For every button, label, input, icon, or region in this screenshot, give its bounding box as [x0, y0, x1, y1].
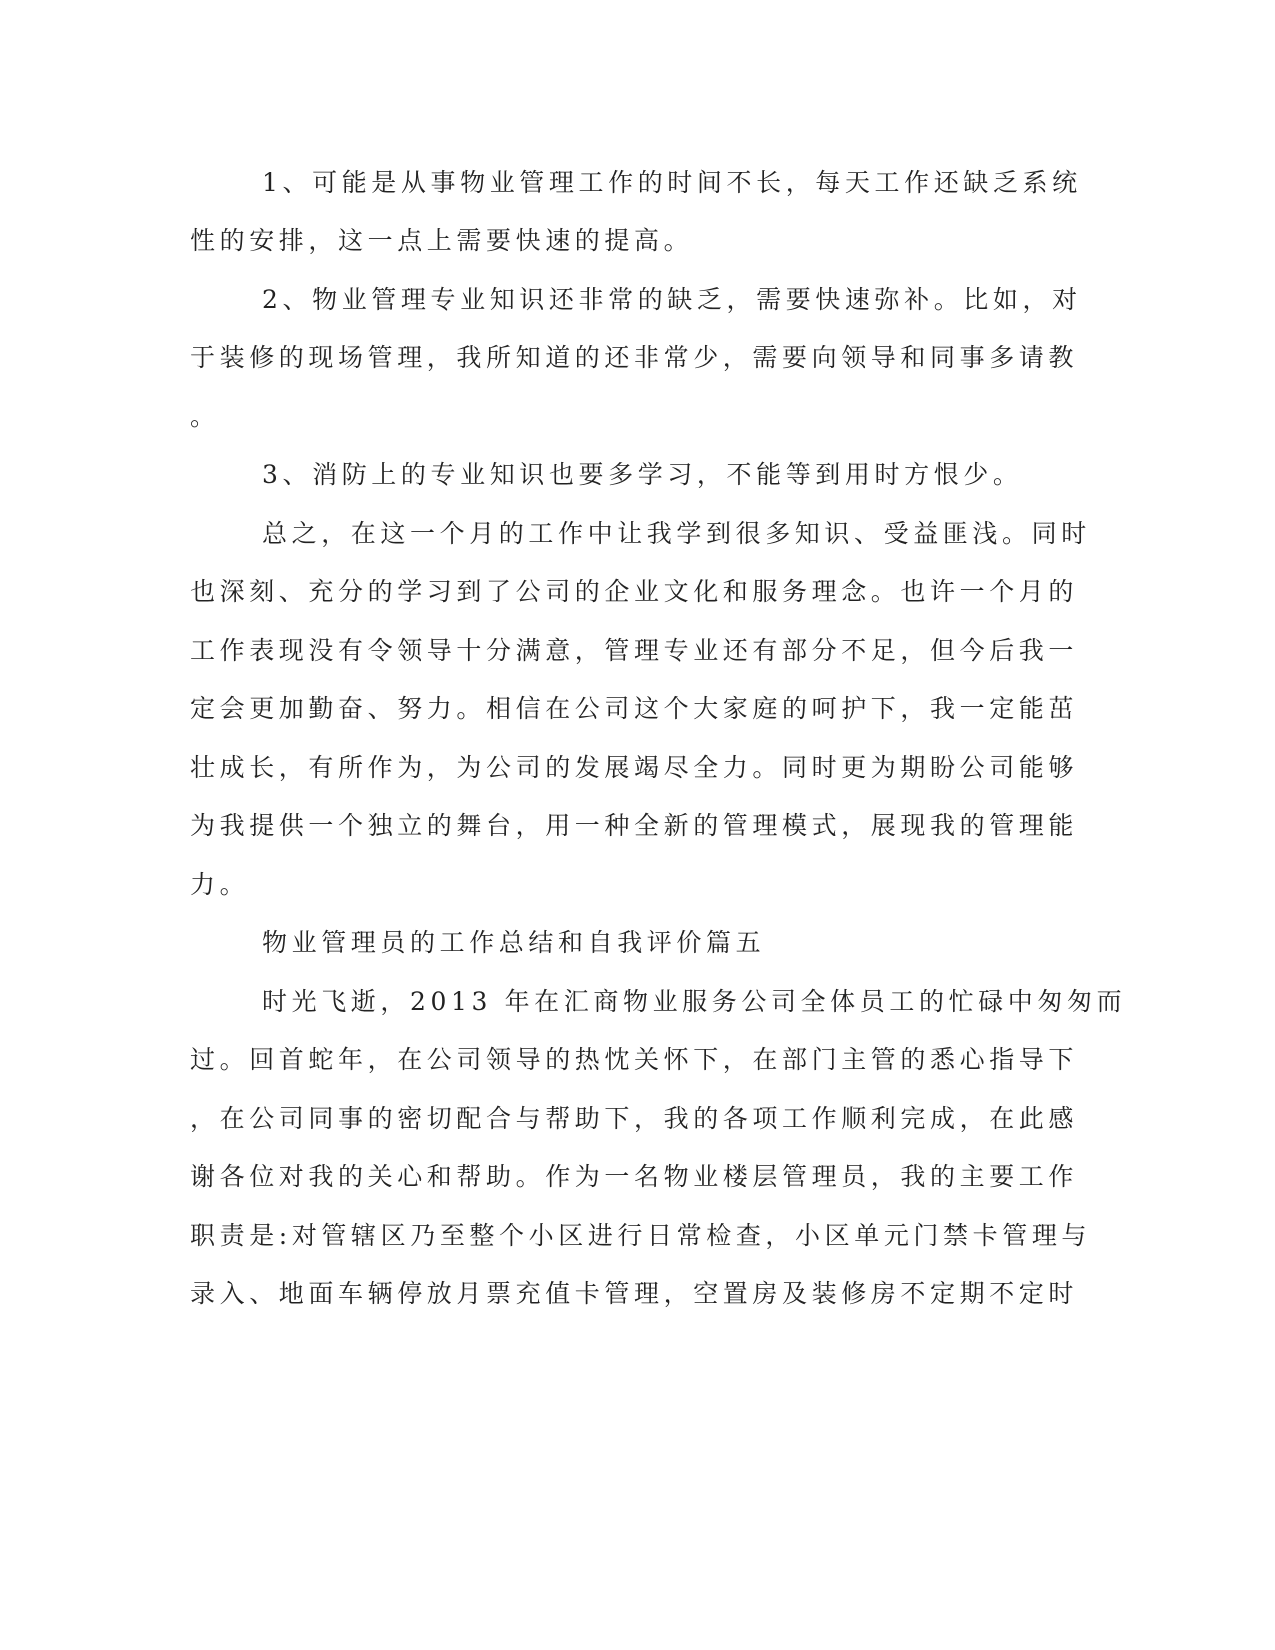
paragraph-line: 过。回首蛇年，在公司领导的热忱关怀下，在部门主管的悉心指导下 [190, 1045, 1079, 1074]
paragraph-line: 职责是:对管辖区乃至整个小区进行日常检查，小区单元门禁卡管理与 [190, 1221, 1092, 1250]
paragraph-line: 3、消防上的专业知识也要多学习，不能等到用时方恨少。 [262, 460, 1023, 489]
paragraph-line: ，在公司同事的密切配合与帮助下，我的各项工作顺利完成，在此感 [190, 1104, 1079, 1133]
paragraph-line: 为我提供一个独立的舞台，用一种全新的管理模式，展现我的管理能 [190, 811, 1079, 840]
paragraph-line: 也深刻、充分的学习到了公司的企业文化和服务理念。也许一个月的 [190, 577, 1079, 606]
section-heading: 物业管理员的工作总结和自我评价篇五 [262, 928, 766, 957]
paragraph-line: 力。 [190, 870, 250, 899]
paragraph-line: 2、物业管理专业知识还非常的缺乏，需要快速弥补。比如，对 [262, 285, 1082, 314]
paragraph-line: 。 [190, 402, 220, 431]
paragraph-line: 时光飞逝，2013 年在汇商物业服务公司全体员工的忙碌中匆匆而 [262, 987, 1127, 1016]
paragraph-line: 1、可能是从事物业管理工作的时间不长，每天工作还缺乏系统 [262, 168, 1082, 197]
paragraph-line: 工作表现没有令领导十分满意，管理专业还有部分不足，但今后我一 [190, 636, 1079, 665]
paragraph-line: 性的安排，这一点上需要快速的提高。 [190, 226, 694, 255]
paragraph-line: 壮成长，有所作为，为公司的发展竭尽全力。同时更为期盼公司能够 [190, 753, 1079, 782]
paragraph-line: 定会更加勤奋、努力。相信在公司这个大家庭的呵护下，我一定能茁 [190, 694, 1079, 723]
paragraph-line: 谢各位对我的关心和帮助。作为一名物业楼层管理员，我的主要工作 [190, 1162, 1079, 1191]
paragraph-line: 总之，在这一个月的工作中让我学到很多知识、受益匪浅。同时 [262, 519, 1091, 548]
paragraph-line: 录入、地面车辆停放月票充值卡管理，空置房及装修房不定期不定时 [190, 1279, 1079, 1308]
paragraph-line: 于装修的现场管理，我所知道的还非常少，需要向领导和同事多请教 [190, 343, 1079, 372]
